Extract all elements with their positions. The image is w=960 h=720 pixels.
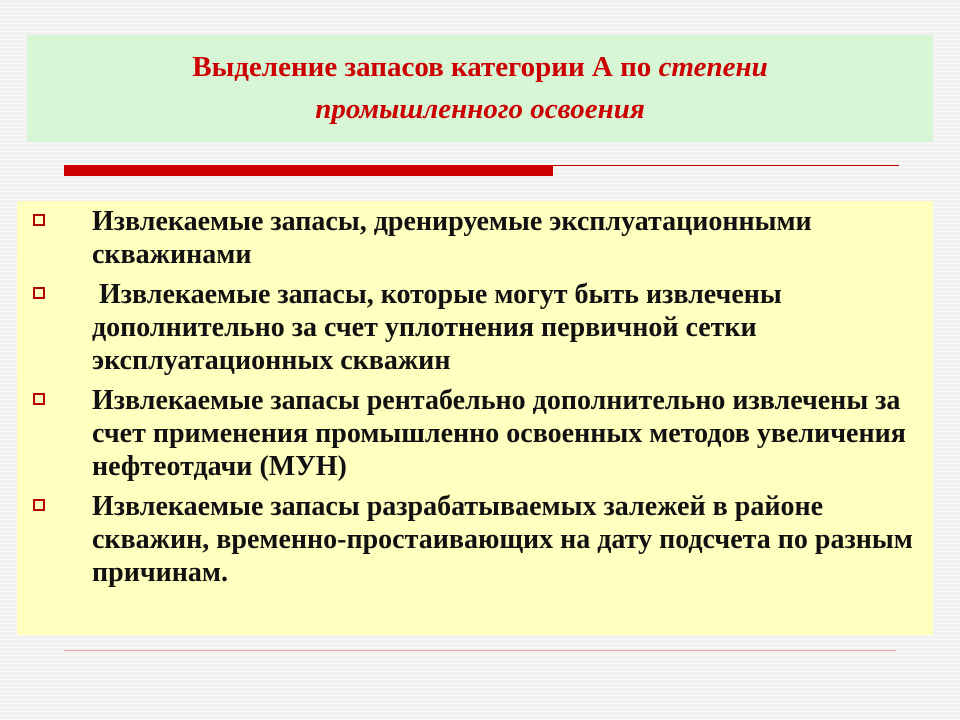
accent-rule-thick: [64, 165, 553, 176]
hollow-square-icon: [33, 499, 45, 511]
bottom-divider: [64, 650, 896, 651]
bullet-text: Извлекаемые запасы, дренируемые эксплуатационными скважинами: [92, 206, 819, 270]
title-text-italic: степени: [658, 51, 768, 83]
bullet-text: Извлекаемые запасы рентабельно дополнительно извлечены за счет применения промышленно освоенных методов увеличения нефтеотдачи (МУН): [92, 385, 913, 482]
hollow-square-icon: [33, 214, 45, 226]
list-item: [33, 205, 919, 271]
bullet-text: Извлекаемые запасы, которые могут быть извлечены дополнительно за счет уплотнения первичной сетки эксплуатационных скважин: [92, 279, 789, 376]
accent-rule-thin: [553, 165, 899, 166]
title-text-regular: Выделение запасов категории А по: [192, 51, 659, 83]
bullet-text: Извлекаемые запасы разрабатываемых залежей в районе скважин, временно-простаивающих на дату подсчета по разным причинам.: [92, 491, 920, 588]
list-item: [33, 384, 919, 483]
title-line-2: промышленного освоения: [315, 93, 645, 125]
bullet-list: [33, 205, 919, 589]
content-box: [17, 201, 933, 635]
list-item: [33, 278, 919, 377]
title-line-1: [27, 46, 933, 88]
title-box: [27, 35, 933, 142]
hollow-square-icon: [33, 287, 45, 299]
hollow-square-icon: [33, 393, 45, 405]
list-item: [33, 490, 919, 589]
